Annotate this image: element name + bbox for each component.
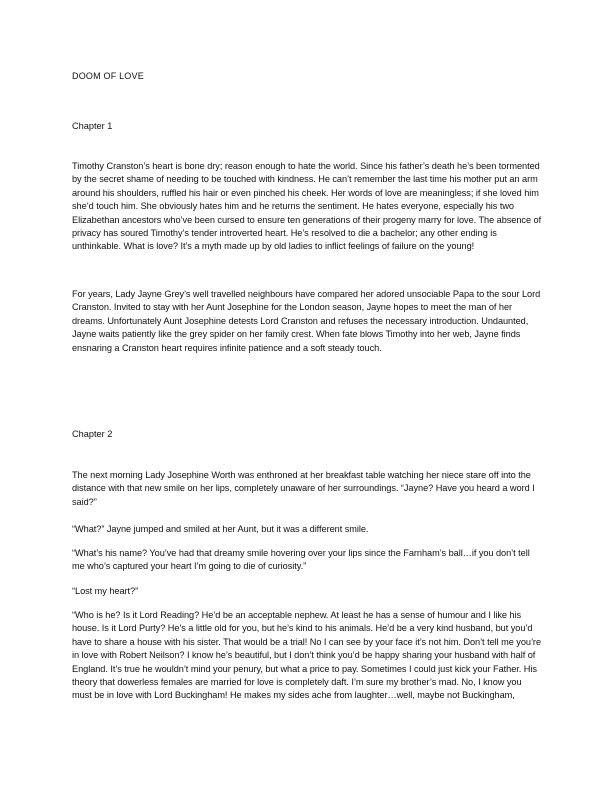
chapter-2-paragraph-4 bbox=[72, 585, 542, 598]
document-title: DOOM OF LOVE bbox=[72, 71, 144, 81]
chapter-2-paragraph: “What’s his name? You’ve had that dreamy smile hovering over your lips since the Farnham’s ball…if you don’t tell me who’s captured your heart I’m going to die of curiosity.” bbox=[72, 548, 530, 572]
chapter-2-paragraph: “Lost my heart?” bbox=[72, 586, 139, 596]
chapter-2-paragraph-5 bbox=[72, 609, 542, 703]
chapter-2-paragraph: “Who is he? Is it Lord Reading? He’d be an acceptable nephew. At least he has a sense of humour and I like his house. Is it Lord Purty? He’s a little old for you, but he’s kind to his animals. He’d be a very kind husband, but you’d have to share a house with his sister. That would be a trial! No I can see by your face it’s not him. Don’t tell me you’re in love with Robert Neilson? I know he’s beautiful, but I don’t think you’d be happy sharing your husband with half of England. It’s true he wouldn’t mind your penury, but what a price to pay. Sometimes I could just kick your Father. His theory that dowerless females are married for love is completely daft. I’m sure my brother’s mad. No, I know you must be in love with Lord Buckingham! He makes my sides ache from laughter…well, maybe not Buckingham, bbox=[72, 610, 541, 701]
chapter-2-paragraph: The next morning Lady Josephine Worth was enthroned at her breakfast table watching her niece stare off into the distance with that new smile on her lips, completely unaware of her surroundings. “Jayne? Have you heard a word I said?” bbox=[72, 470, 535, 507]
chapter-2-paragraph-3 bbox=[72, 547, 542, 574]
chapter-2-paragraph-2 bbox=[72, 523, 542, 536]
chapter-2-paragraph-1 bbox=[72, 469, 542, 509]
chapter-1-paragraph: For years, Lady Jayne Grey’s well travelled neighbours have compared her adored unsociable Papa to the sour Lord Cranston. Invited to stay with her Aunt Josephine for the London season, Jayne hopes to meet the man of her dreams. Unfortunately Aunt Josephine detests Lord Cranston and refuses the necessary introduction. Undaunted, Jayne waits patiently like the grey spider on her family crest. When fate blows Timothy into her web, Jayne finds ensnaring a Cranston heart requires infinite patience and a soft steady touch. bbox=[72, 289, 541, 353]
chapter-2-paragraph: “What?” Jayne jumped and smiled at her Aunt, but it was a different smile. bbox=[72, 524, 369, 534]
chapter-1-body bbox=[72, 160, 542, 254]
chapter-1-paragraph: Timothy Cranston’s heart is bone dry; reason enough to hate the world. Since his father’s death he’s been tormented by the secret shame of needing to be touched with kindness. He can’t remember the last time his mother put an arm around his shoulders, ruffled his hair or even pinched his cheek. Her words of love are meaningless; if she loved him she’d touch him. She obviously hates him and he returns the sentiment. He hates everyone, especially his two Elizabethan ancestors who’ve been cursed to ensure ten generations of their progeny marry for love. The absence of privacy has soured Timothy’s tender introverted heart. He’s resolved to die a bachelor; any other ending is unthinkable. What is love? It’s a myth made up by old ladies to inflict feelings of failure on the young! bbox=[72, 161, 542, 252]
chapter-1-heading: Chapter 1 bbox=[72, 121, 113, 131]
chapter-1-body-2 bbox=[72, 288, 542, 355]
chapter-2-heading: Chapter 2 bbox=[72, 429, 113, 439]
